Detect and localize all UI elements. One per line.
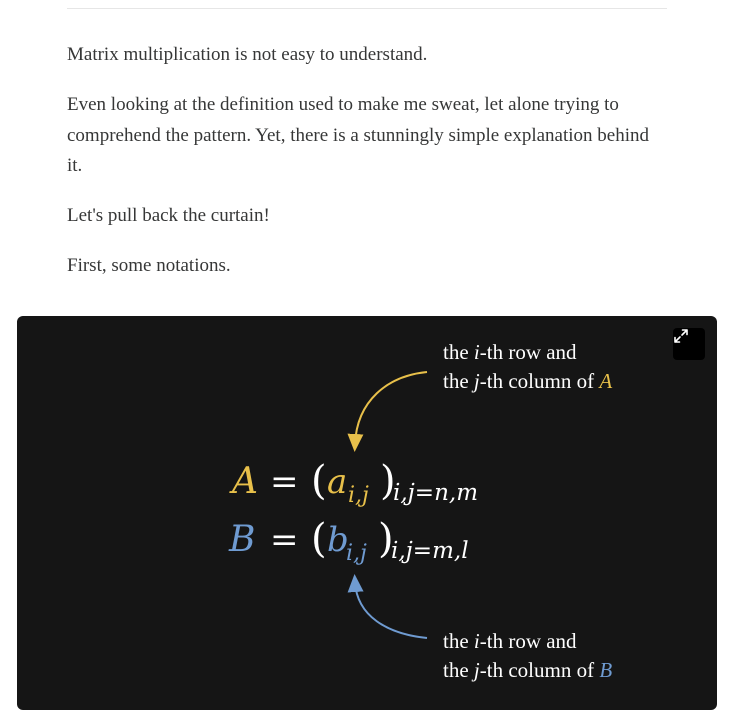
entry-b: b: [327, 520, 349, 560]
close-paren-b: ): [378, 516, 394, 562]
paragraph-4: First, some notations.: [67, 255, 231, 276]
open-paren-b: (: [311, 516, 327, 562]
article-body: [67, 40, 667, 301]
matrix-b-symbol: B: [229, 519, 256, 560]
range-index-a: i,j=n,m: [393, 480, 479, 506]
bottom-annotation-line1: the i-th row and: [443, 629, 577, 653]
expand-arrows-icon: [673, 328, 689, 344]
entry-a: a: [327, 462, 348, 502]
equals-b: =: [270, 520, 299, 560]
bottom-annotation-line2: the j-th column of B: [443, 658, 613, 682]
entry-index-b: i,j: [346, 541, 367, 566]
close-paren-a: ): [380, 458, 396, 504]
paragraph-3: Let's pull back the curtain!: [67, 205, 270, 226]
notation-figure[interactable]: [17, 316, 717, 710]
top-annotation-line2: the j-th column of A: [443, 369, 613, 393]
range-index-b: i,j=m,l: [391, 538, 469, 564]
equals-a: =: [270, 462, 299, 502]
matrix-a-symbol: A: [232, 461, 258, 502]
expand-image-button[interactable]: [673, 328, 705, 360]
entry-index-a: i,j: [348, 483, 369, 508]
paragraph-2: Even looking at the definition used to make me sweat, let alone trying to comprehend the pattern. Yet, there is a stunningly simple explanation behind it.: [67, 94, 650, 176]
open-paren-a: (: [311, 458, 327, 504]
yellow-arrow: [355, 372, 427, 444]
top-divider: [67, 8, 667, 9]
blue-arrow: [355, 582, 427, 638]
paragraph-1: Matrix multiplication is not easy to understand.: [67, 44, 428, 65]
notation-illustration: [17, 316, 717, 710]
top-annotation-line1: the i-th row and: [443, 340, 577, 364]
